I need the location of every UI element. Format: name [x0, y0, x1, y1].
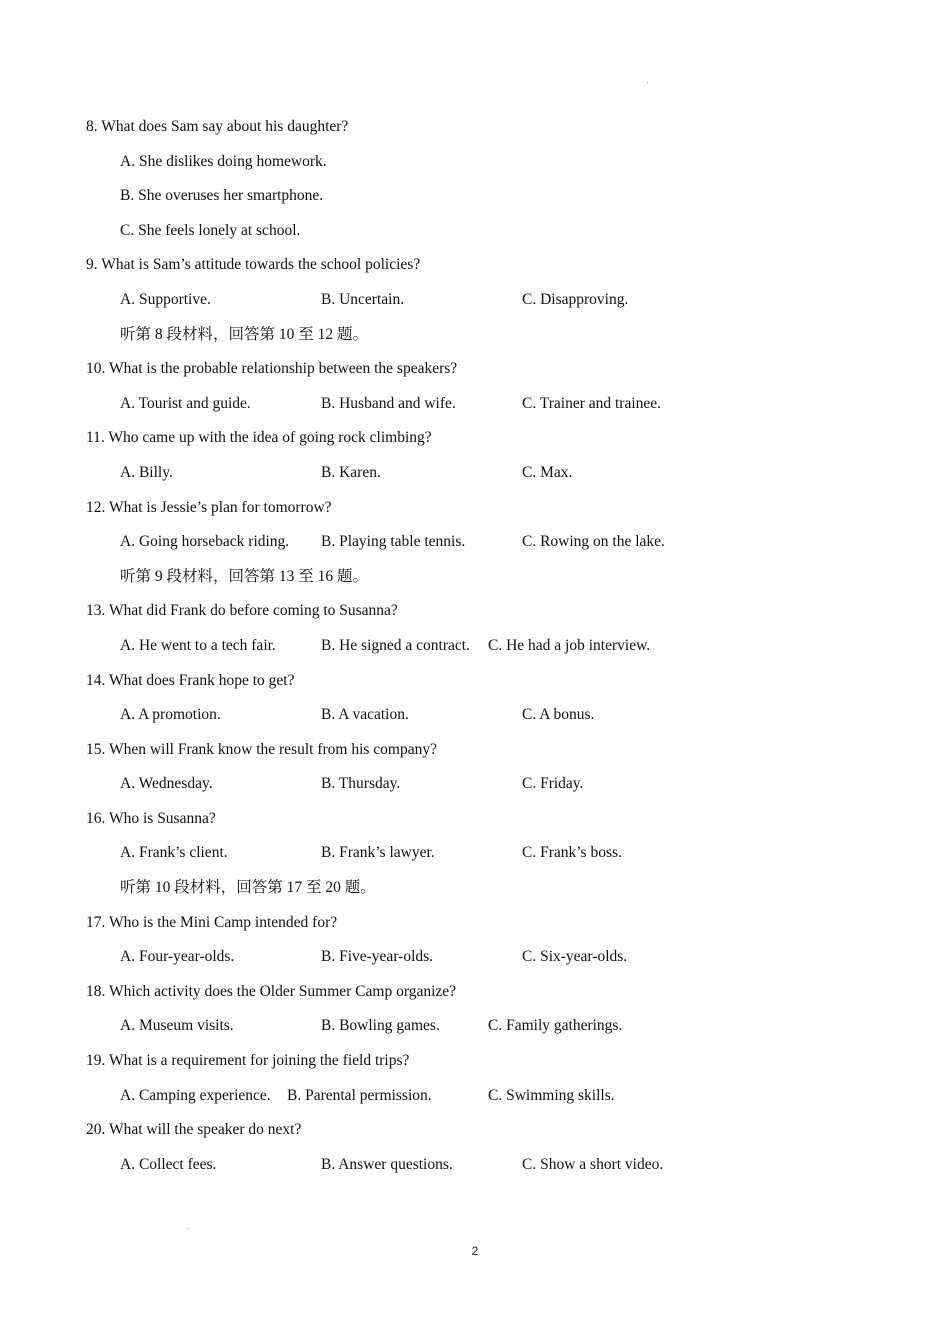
question-16-options [86, 836, 846, 871]
question-17: 17. Who is the Mini Camp intended for? [86, 913, 338, 931]
page-number: 2 [471, 1244, 479, 1258]
question-20-option-a: A. Collect fees. [120, 1155, 217, 1173]
question-8-option-b: B. She overuses her smartphone. [120, 187, 324, 205]
question-13-option-c: C. He had a job interview. [488, 636, 651, 654]
question-18-option-c: C. Family gatherings. [488, 1017, 623, 1035]
question-9-option-a: A. Supportive. [120, 290, 211, 308]
question-17-options [86, 940, 846, 975]
question-14-options [86, 698, 846, 733]
question-13-option-a: A. He went to a tech fair. [120, 636, 276, 654]
question-19-option-a: A. Camping experience. [120, 1086, 271, 1104]
question-19: 19. What is a requirement for joining the field trips? [86, 1052, 410, 1070]
question-17-option-b: B. Five-year-olds. [321, 948, 434, 966]
question-16-option-b: B. Frank’s lawyer. [321, 844, 435, 862]
question-18-options [86, 1009, 846, 1044]
question-11-options [86, 456, 846, 491]
section-10-instruction: 听第 10 段材料，回答第 17 至 20 题。 [120, 879, 376, 897]
question-19-option-b: B. Parental permission. [287, 1086, 432, 1104]
question-10-option-a: A. Tourist and guide. [120, 394, 251, 412]
question-9-options [86, 283, 846, 318]
question-16: 16. Who is Susanna? [86, 809, 216, 827]
question-12-option-a: A. Going horseback riding. [120, 533, 290, 551]
question-8-option-a: A. She dislikes doing homework. [120, 152, 327, 170]
stray-dot-bottom [188, 1228, 189, 1229]
question-8: 8. What does Sam say about his daughter? [86, 118, 349, 135]
stray-dot-top [647, 82, 648, 83]
section-8-instruction: 听第 8 段材料，回答第 10 至 12 题。 [120, 325, 369, 343]
question-20-option-c: C. Show a short video. [522, 1155, 664, 1173]
question-10: 10. What is the probable relationship between the speakers? [86, 360, 458, 378]
question-10-option-b: B. Husband and wife. [321, 394, 456, 412]
question-11: 11. Who came up with the idea of going rock climbing? [86, 429, 432, 447]
question-11-option-c: C. Max. [522, 463, 573, 481]
section-9-instruction: 听第 9 段材料，回答第 13 至 16 题。 [120, 567, 369, 585]
question-20: 20. What will the speaker do next? [86, 1121, 302, 1139]
question-16-option-c: C. Frank’s boss. [522, 844, 622, 862]
question-15-option-a: A. Wednesday. [120, 775, 213, 793]
question-14: 14. What does Frank hope to get? [86, 671, 295, 689]
question-17-option-a: A. Four-year-olds. [120, 948, 235, 966]
question-18-option-a: A. Museum visits. [120, 1017, 234, 1035]
question-9-option-b: B. Uncertain. [321, 290, 405, 308]
question-12-option-c: C. Rowing on the lake. [522, 533, 665, 551]
question-15-option-b: B. Thursday. [321, 775, 401, 793]
question-11-option-b: B. Karen. [321, 463, 381, 481]
question-15-options [86, 767, 846, 802]
question-8-option-c: C. She feels lonely at school. [120, 221, 301, 239]
question-15: 15. When will Frank know the result from his company? [86, 740, 437, 758]
question-10-option-c: C. Trainer and trainee. [522, 394, 662, 412]
question-list [86, 110, 846, 1182]
question-9-option-c: C. Disapproving. [522, 290, 629, 308]
question-12: 12. What is Jessie’s plan for tomorrow? [86, 498, 332, 516]
question-19-options [86, 1079, 846, 1114]
question-20-options [86, 1148, 846, 1183]
question-20-option-b: B. Answer questions. [321, 1155, 453, 1173]
question-13: 13. What did Frank do before coming to Susanna? [86, 602, 398, 620]
question-14-option-c: C. A bonus. [522, 706, 595, 724]
question-16-option-a: A. Frank’s client. [120, 844, 228, 862]
question-15-option-c: C. Friday. [522, 775, 584, 793]
question-17-option-c: C. Six-year-olds. [522, 948, 628, 966]
question-18-option-b: B. Bowling games. [321, 1017, 440, 1035]
question-9: 9. What is Sam’s attitude towards the school policies? [86, 256, 421, 274]
question-10-options [86, 387, 846, 422]
question-12-option-b: B. Playing table tennis. [321, 533, 466, 551]
question-14-option-a: A. A promotion. [120, 706, 221, 724]
question-11-option-a: A. Billy. [120, 463, 173, 481]
question-12-options [86, 525, 846, 560]
question-13-options [86, 629, 846, 664]
question-19-option-c: C. Swimming skills. [488, 1086, 615, 1104]
question-18: 18. Which activity does the Older Summer Camp organize? [86, 982, 457, 1000]
question-14-option-b: B. A vacation. [321, 706, 409, 724]
question-13-option-b: B. He signed a contract. [321, 636, 470, 654]
